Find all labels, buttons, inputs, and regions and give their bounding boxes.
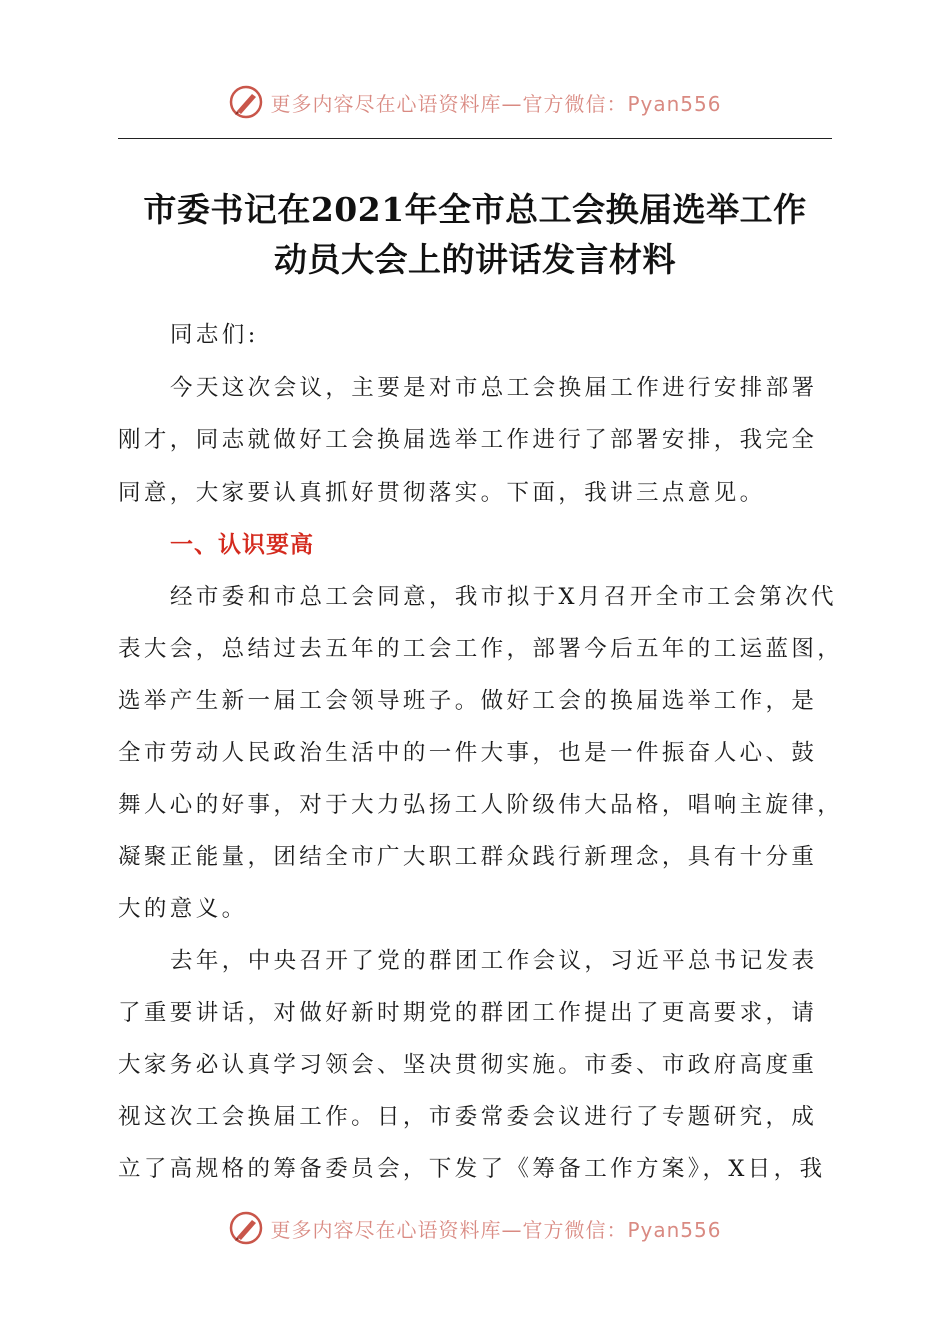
- paragraph-line: 凝聚正能量，团结全市广大职工群众践行新理念，具有十分重: [118, 844, 818, 870]
- paragraph-line: 舞人心的好事，对于大力弘扬工人阶级伟大品格，唱响主旋律，: [118, 792, 844, 818]
- paragraph-line: 去年，中央召开了党的群团工作会议，习近平总书记发表: [170, 948, 818, 974]
- paragraph-line: 同意，大家要认真抓好贯彻落实。下面，我讲三点意见。: [118, 480, 766, 506]
- section-heading: 一、认识要高: [170, 532, 314, 558]
- paragraph-line: 表大会，总结过去五年的工会工作，部署今后五年的工运蓝图，: [118, 636, 844, 662]
- paragraph-line: 立了高规格的筹备委员会，下发了《筹备工作方案》，X日，我: [118, 1156, 826, 1182]
- paragraph-line: 今天这次会议，主要是对市总工会换届工作进行安排部署: [170, 375, 818, 401]
- paragraph-line: 了重要讲话，对做好新时期党的群团工作提出了更高要求，请: [118, 1000, 818, 1026]
- paragraph-line: 全市劳动人民政治生活中的一件大事，也是一件振奋人心、鼓: [118, 740, 818, 766]
- paragraph-line: 大家务必认真学习领会、坚决贯彻实施。市委、市政府高度重: [118, 1052, 818, 1078]
- footer-watermark-text: 更多内容尽在心语资料库—官方微信：Pyan556: [270, 1217, 722, 1242]
- header-watermark: [0, 80, 950, 124]
- paragraph-line: 视这次工会换届工作。日，市委常委会议进行了专题研究，成: [118, 1104, 818, 1130]
- pen-logo-icon: [228, 84, 264, 120]
- paragraph-line: 选举产生新一届工会领导班子。做好工会的换届选举工作，是: [118, 688, 818, 714]
- paragraph-line: 刚才，同志就做好工会换届选举工作进行了部署安排，我完全: [118, 427, 818, 453]
- header-watermark-text: 更多内容尽在心语资料库—官方微信：Pyan556: [270, 91, 722, 116]
- document-title-line-2: 动员大会上的讲话发言材料: [274, 240, 676, 279]
- footer-watermark: [0, 1206, 950, 1250]
- pen-logo-icon: [228, 1210, 264, 1246]
- greeting: 同志们:: [170, 322, 259, 348]
- document-title-line-1: 市委书记在2021年全市总工会换届选举工作: [143, 190, 807, 229]
- header-divider: [118, 138, 832, 139]
- paragraph-line: 经市委和市总工会同意，我市拟于X月召开全市工会第次代: [170, 584, 837, 610]
- paragraph-line: 大的意义。: [118, 896, 248, 922]
